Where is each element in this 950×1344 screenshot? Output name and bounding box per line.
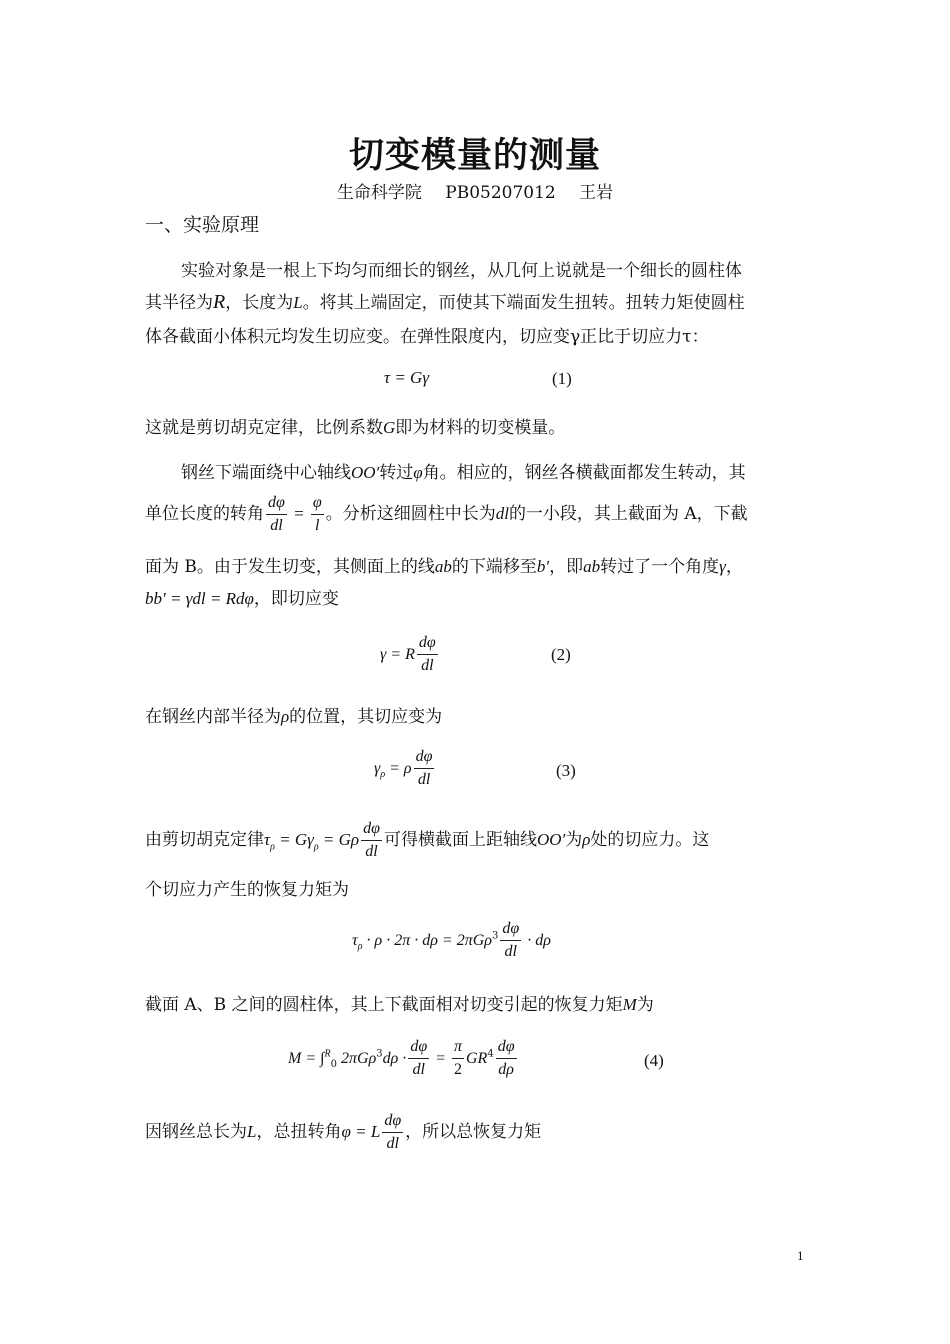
author-name: 王岩 bbox=[579, 183, 614, 203]
para1-line2: 其半径为R，长度为L。将其上端固定，而使其下端面发生扭转。扭转力矩使圆柱 bbox=[145, 291, 745, 313]
para1-line3: 体各截面小体积元均发生切应变。在弹性限度内，切应变γ正比于切应力τ： bbox=[145, 327, 709, 347]
radius-line: 在钢丝内部半径为ρ的位置，其切应变为 bbox=[145, 707, 443, 727]
equation-2: γ = R $\frac{d\varphi}{dl}$ bbox=[380, 634, 436, 674]
page-title: 切变模量的测量 bbox=[348, 136, 601, 176]
author-id: PB05207012 bbox=[445, 183, 556, 203]
author-dept: 生命科学院 bbox=[336, 183, 422, 203]
torque-intro-line: 个切应力产生的恢复力矩为 bbox=[145, 880, 349, 900]
para2-line4: bb′ = γdl = Rdφ，即切应变 bbox=[145, 589, 339, 609]
para1-line1: 实验对象是一根上下均匀而细长的钢丝，从几何上说就是一个细长的圆柱体 bbox=[181, 261, 742, 281]
torque-element-equation: $\tau_\rho \cdot \rho \cdot 2\pi \cdot d\rho = 2\pi G\rho^3$ $\frac{d\varphi}{dl}$ · dρ bbox=[352, 920, 551, 960]
equation-3: $\gamma_\rho = \rho$ $\frac{d\varphi}{dl}$ bbox=[374, 748, 433, 788]
equation-number-3: (3) bbox=[556, 761, 576, 780]
equation-number-2: (2) bbox=[551, 645, 571, 664]
equation-number-4: (4) bbox=[644, 1051, 664, 1070]
para2-line1: 钢丝下端面绕中心轴线OO′转过φ角。相应的，钢丝各横截面都发生转动，其 bbox=[181, 463, 746, 483]
equation-1: τ = Gγ bbox=[384, 368, 430, 387]
page-number: 1 bbox=[797, 1248, 804, 1263]
hooke-law-line: 这就是剪切胡克定律，比例系数G即为材料的切变模量。 bbox=[145, 418, 566, 438]
cylinder-torque-line: 截面 A、B 之间的圆柱体，其上下截面相对切变引起的恢复力矩M为 bbox=[145, 995, 654, 1015]
para2-line3: 面为 B。由于发生切变，其侧面上的线ab的下端移至b′，即ab转过了一个角度γ， bbox=[145, 557, 743, 577]
total-length-line: 因钢丝总长为L，总扭转角φ = L $\frac{d\varphi}{dl}$ ，所以总恢复力矩 bbox=[145, 1112, 542, 1152]
section-heading: 一、实验原理 bbox=[145, 214, 260, 236]
para2-line2: 单位长度的转角 $\frac{d\varphi}{dl}$ = $\frac{\varphi}{l}$ 。分析这细圆柱中长为dl的一小段，其上截面为 A，下截 bbox=[145, 494, 748, 534]
shear-stress-line: 由剪切胡克定律$\tau_\rho = G\gamma_\rho = G\rho$ $\frac{d\varphi}{dl}$ 可得横截面上距轴线OO′为ρ处的切应力。这 bbox=[145, 820, 710, 860]
author-line bbox=[0, 178, 950, 203]
equation-4: M = ∫$^R_0$ 2πGρ$^3$dρ · $\frac{d\varphi}{dl}$ = $\frac{\pi}{2}$ $GR^4$ $\frac{d\varphi}{d\rho}$ bbox=[288, 1038, 515, 1078]
equation-number-1: (1) bbox=[552, 369, 572, 388]
